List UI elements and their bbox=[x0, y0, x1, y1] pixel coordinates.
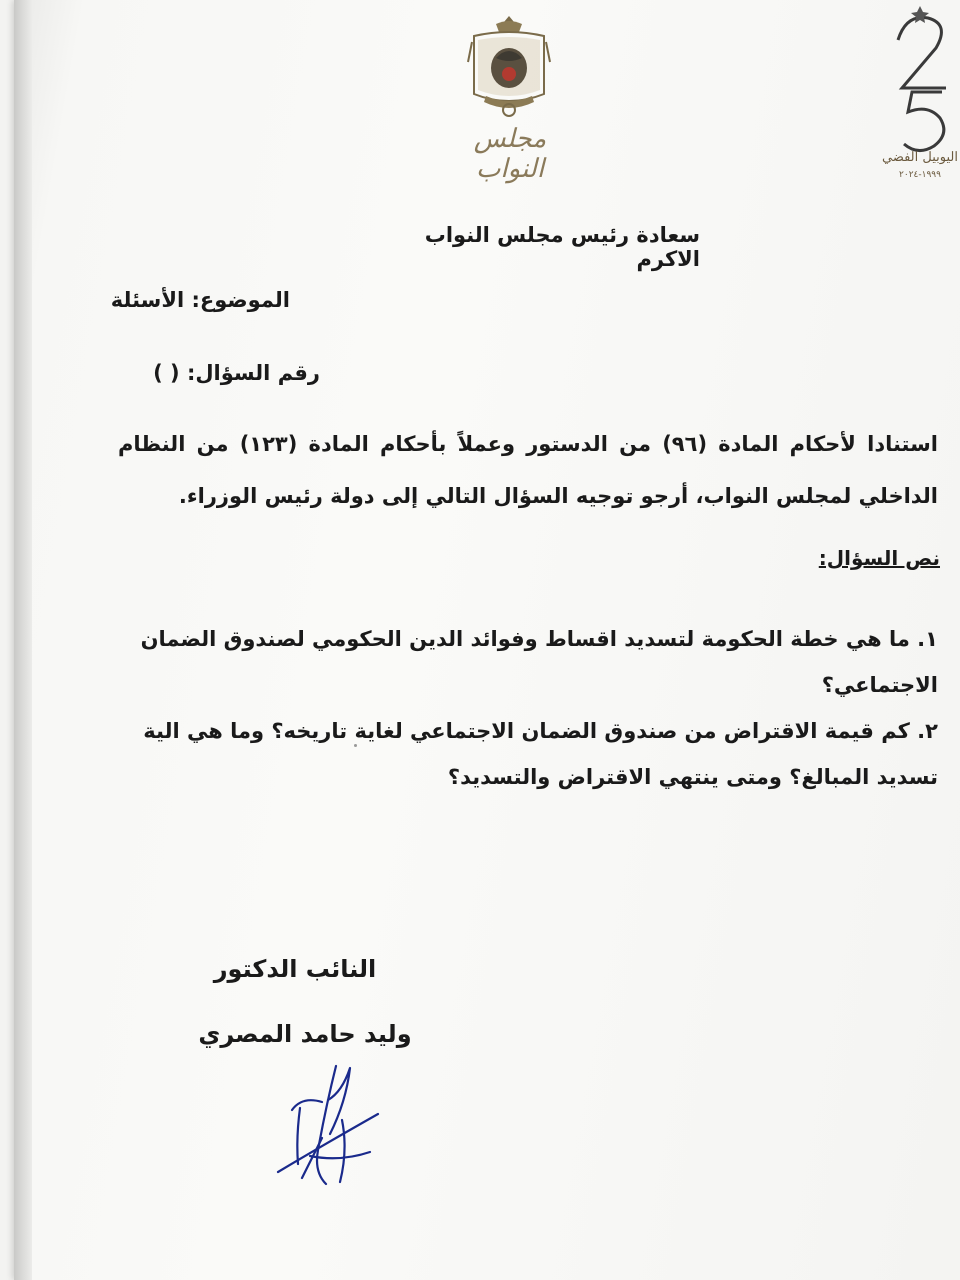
signatory-name: وليد حامد المصري bbox=[198, 1020, 412, 1048]
signatory-title: النائب الدكتور bbox=[213, 955, 377, 983]
question-item-2: ٢. كم قيمة الاقتراض من صندوق الضمان الاجتماعي لغاية تاريخه؟ وما هي الية تسديد المبالغ؟ ومتى ينتهي الاقتراض والتسديد؟ bbox=[143, 719, 938, 789]
letter-body-paragraph: استنادا لأحكام المادة (٩٦) من الدستور وعملاً بأحكام المادة (١٢٣) من النظام الداخلي لمجلس النواب، أرجو توجيه السؤال التالي إلى دولة رئيس الوزراء. bbox=[118, 432, 938, 508]
royal-emblem-icon bbox=[466, 12, 552, 122]
jubilee-years: ١٩٩٩-٢٠٢٤ bbox=[899, 170, 941, 180]
jubilee-label: اليوبيل الفضي bbox=[882, 150, 958, 165]
stray-mark bbox=[354, 744, 357, 747]
addressee-line: سعادة رئيس مجلس النواب الاكرم bbox=[424, 223, 700, 271]
question-item-1: ١. ما هي خطة الحكومة لتسديد اقساط وفوائد الدين الحكومي لصندوق الضمان الاجتماعي؟ bbox=[140, 627, 938, 697]
question-number-line: رقم السؤال: ( ) bbox=[153, 361, 320, 385]
subject-line: الموضوع: الأسئلة bbox=[110, 288, 290, 312]
jubilee-25-logo-icon bbox=[884, 4, 956, 154]
questions-list bbox=[118, 616, 938, 800]
paper-edge bbox=[14, 0, 32, 1280]
handwritten-signature-icon bbox=[270, 1060, 390, 1190]
parliament-name: مجلس النواب bbox=[473, 124, 547, 184]
questions-heading: نص السؤال: bbox=[818, 546, 940, 570]
